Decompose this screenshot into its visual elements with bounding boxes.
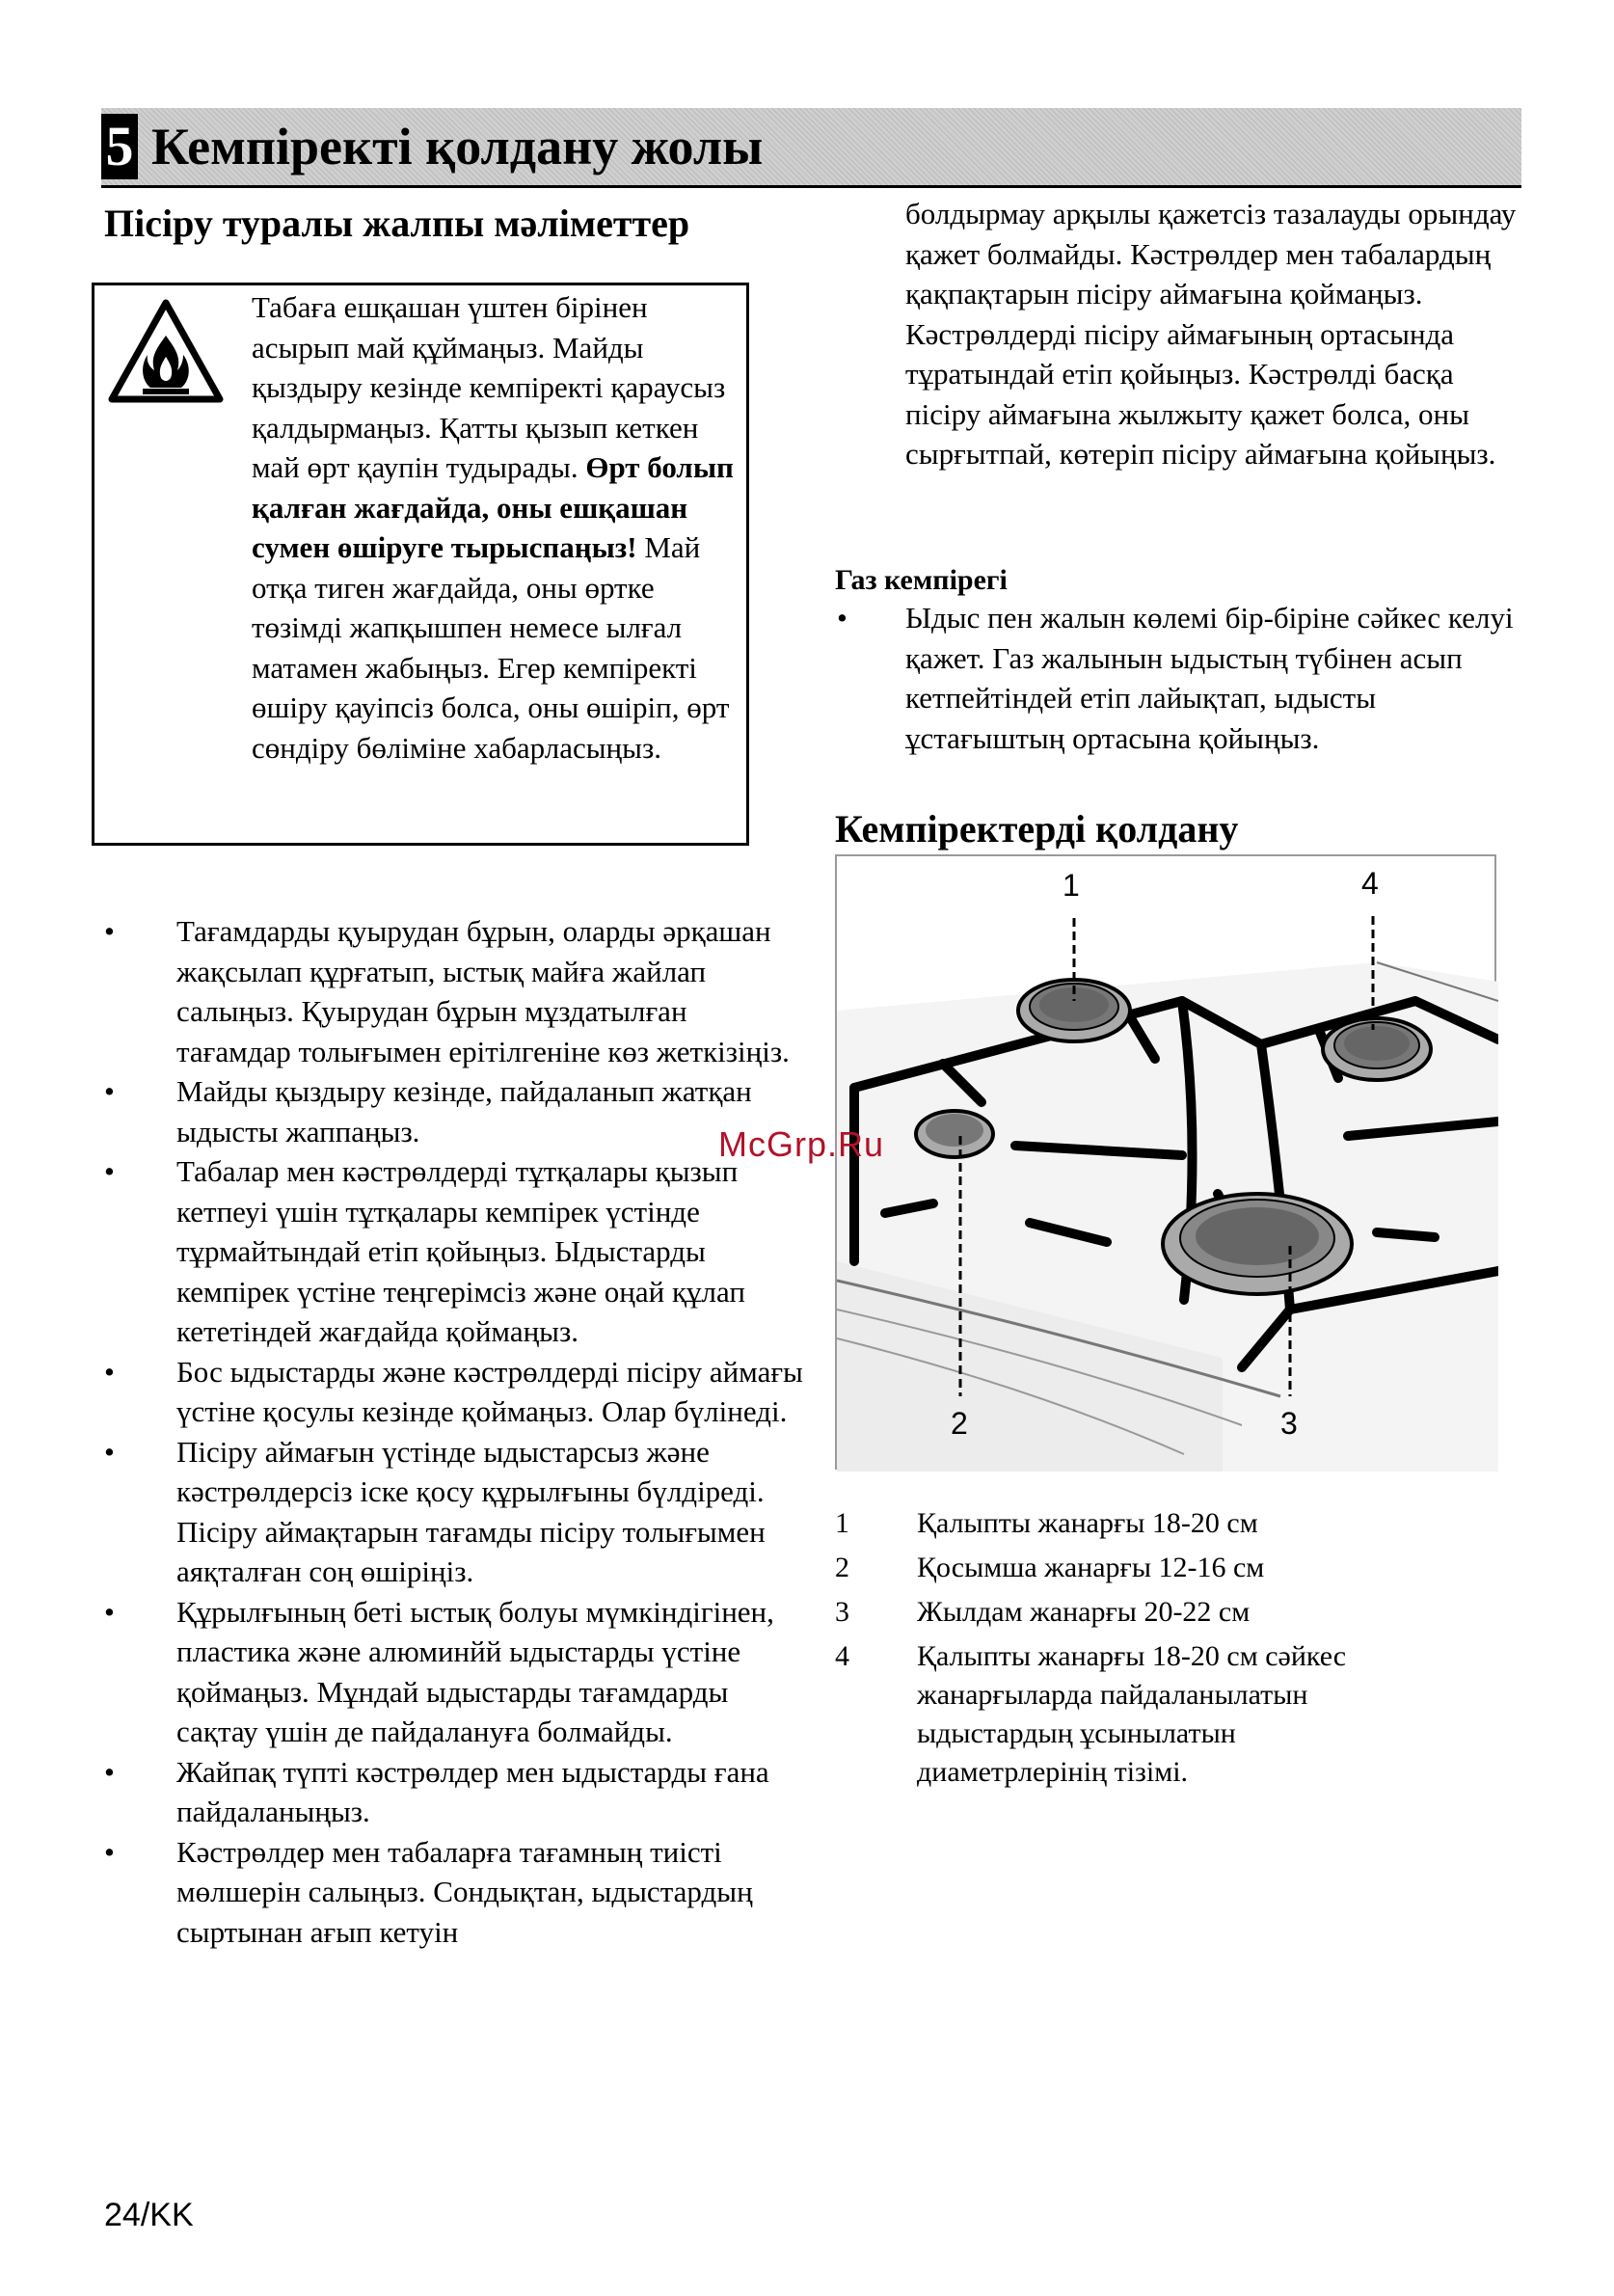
legend-row	[835, 1504, 1529, 1543]
burner-2	[916, 1111, 993, 1157]
legend-text: Қалыпты жанарғы 18-20 см сәйкес жанарғыларда пайдаланылатын ыдыстардың ұсынылатын диаметрлерінің тізімі.	[917, 1640, 1347, 1788]
section-title: Кемпіректі қолдану жолы	[151, 118, 764, 176]
legend-number: 3	[835, 1596, 849, 1628]
warning-text-part: Май отқа тиген жағдайда, оны өртке төзімді жапқышпен немесе ылғал матамен жабыңыз. Егер кемпіректі өшіру қауіпсіз болса, оны өшіріп, өрт сөндіру бөліміне хабарласыңыз.	[252, 530, 730, 765]
legend-row	[835, 1593, 1529, 1632]
list-item: • Құрылғының беті ыстық болуы мүмкіндігінен, пластика және алюминйй ыдыстарды үстіне қоймаңыз. Мұндай ыдыстарды тағамдарды сақтау үшін де пайдалануға болмайды.	[92, 1592, 805, 1752]
legend-row	[835, 1637, 1529, 1792]
warning-text-part: Табаға ешқашан үштен бірінен асырып май құймаңыз. Майды қыздыру кезінде кемпіректі қараусыз қалдырмаңыз. Қатты қызып кеткен май өрт қаупін тудырады.	[252, 290, 726, 484]
burner-3	[1163, 1194, 1352, 1294]
gas-hob-heading: Газ кемпірегі	[835, 564, 1008, 596]
continuation-paragraph: болдырмау арқылы қажетсіз тазалауды орындау қажет болмайды. Кәстрөлдер мен табалардың қақпақтарын пісіру аймағына қоймаңыз. Кәстрөлдерді пісіру аймағының ортасында тұратындай етіп қойыңыз. Кәстрөлді басқа пісіру аймағына жылжыту қажет болса, оны сырғытпай, көтеріп пісіру аймағына қойыңыз.	[905, 197, 1517, 471]
list-item: • Кәстрөлдер мен табаларға тағамның тиісті мөлшерін салыңыз. Сондықтан, ыдыстардың сыртынан ағып кетуін	[92, 1832, 805, 1953]
list-item: • Бос ыдыстарды және кәстрөлдерді пісіру аймағы үстіне қосулы кезінде қоймаңыз. Олар бүлінеді.	[92, 1352, 805, 1432]
list-item: • Табалар мен кәстрөлдерді тұтқалары қызып кетпеуі үшін тұтқалары кемпірек үстінде тұрмайтындай етіп қойыңыз. Ыдыстарды кемпірек үстіне теңгерімсіз және оңай құлап кететіндей жағдайда қоймаңыз.	[92, 1151, 805, 1352]
list-item: • Пісіру аймағын үстінде ыдыстарсыз және кәстрөлдерсіз іске қосу құрылғыны бүлдіреді. Пісіру аймақтарын тағамды пісіру толығымен аяқталған соң өшіріңіз.	[92, 1432, 805, 1592]
legend-number: 2	[835, 1552, 849, 1583]
burner-4	[1323, 1018, 1431, 1080]
burner-legend	[835, 1504, 1529, 1797]
fire-warning-text	[252, 287, 739, 768]
list-item: • Тағамдарды қуырудан бұрын, оларды әрқашан жақсылап құрғатып, ыстық майға жайлап салыңыз. Қуырудан бұрын мұздатылған тағамдар толығымен ерітілгеніне көз жеткізіңіз.	[92, 911, 805, 1071]
legend-text: Жылдам жанарғы 20-22 см	[917, 1596, 1251, 1628]
figure-label-2: 2	[951, 1406, 968, 1441]
cooking-safety-list	[92, 911, 805, 1952]
figure-label-1: 1	[1063, 868, 1080, 903]
watermark: McGrp.Ru	[718, 1124, 885, 1164]
fire-warning-box	[92, 283, 749, 846]
legend-text: Қалыпты жанарғы 18-20 см	[917, 1507, 1258, 1539]
gas-hob-list	[835, 598, 1529, 758]
fire-warning-icon	[106, 297, 226, 407]
section-number: 5	[101, 114, 138, 179]
legend-text: Қосымша жанарғы 12-16 см	[917, 1552, 1265, 1583]
warning-bold-text: Өрт болып қалған жағдайда, оны ешқашан сумен өшіруге тырыспаңыз!	[252, 450, 734, 564]
figure-label-3: 3	[1280, 1406, 1298, 1441]
figure-label-4: 4	[1361, 866, 1379, 901]
list-item: • Жайпақ түпті кәстрөлдер мен ыдыстарды ғана пайдаланыңыз.	[92, 1752, 805, 1832]
hob-burners-figure	[835, 854, 1496, 1470]
page-number: 24/KK	[104, 2197, 194, 2233]
legend-number: 1	[835, 1507, 849, 1539]
section-header	[101, 108, 1521, 188]
list-item: • Ыдыс пен жалын көлемі бір-біріне сәйкес келуі қажет. Газ жалынын ыдыстың түбінен асып кетпейтіндей етіп лайықтап, ыдысты ұстағыштың ортасына қойыңыз.	[835, 598, 1529, 758]
legend-number: 4	[835, 1640, 849, 1672]
legend-row	[835, 1549, 1529, 1587]
hobs-usage-heading: Кемпіректерді қолдану	[835, 807, 1239, 851]
list-item: • Майды қыздыру кезінде, пайдаланып жатқан ыдысты жаппаңыз.	[92, 1071, 805, 1151]
general-info-heading: Пісіру туралы жалпы мәліметтер	[104, 202, 690, 245]
